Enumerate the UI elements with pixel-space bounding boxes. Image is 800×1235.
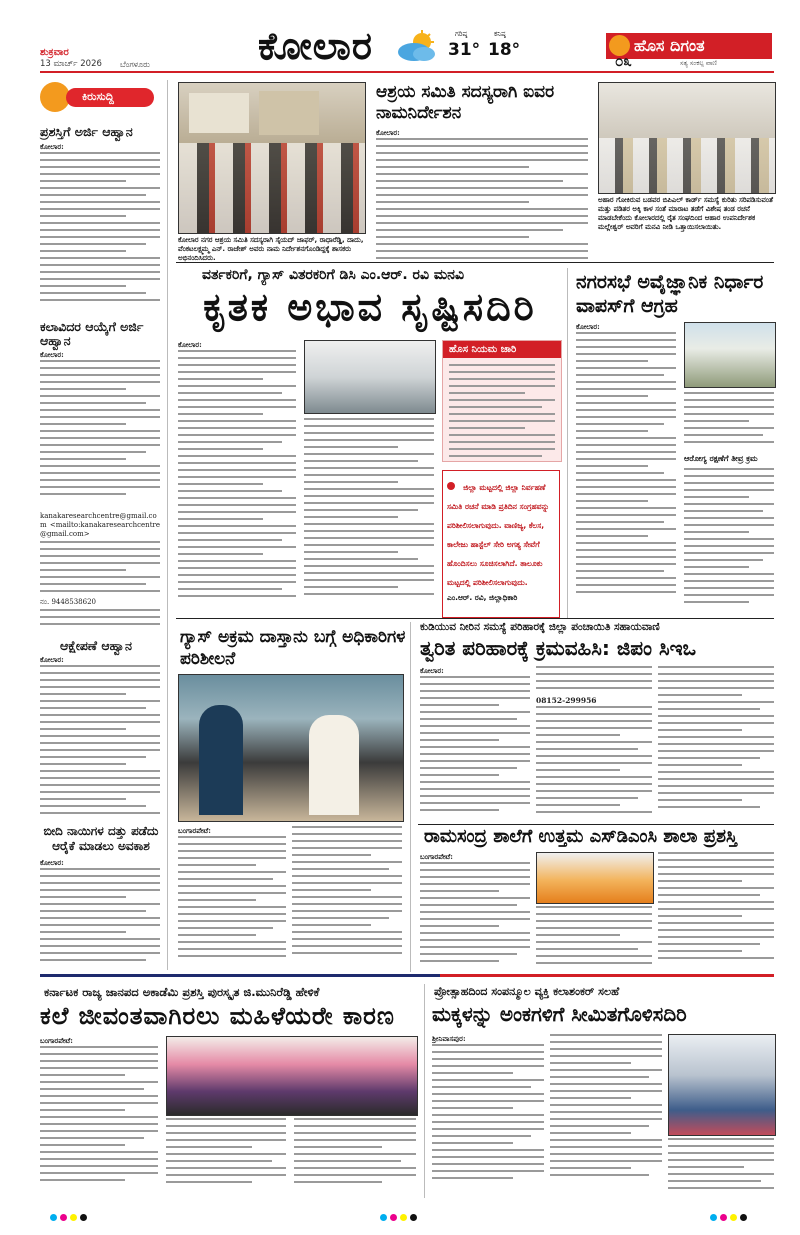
gas-meeting-photo	[304, 340, 436, 414]
water-body-col2	[536, 666, 652, 824]
brief-title-4: ಬೀದಿ ನಾಯಿಗಳ ದತ್ತು ಪಡೆದು ಆರೈಕೆ ಮಾಡಲು ಅವಕಾಶ	[43, 824, 159, 853]
row1-rule	[176, 262, 774, 263]
award-body-col2	[166, 1118, 286, 1198]
brief-dateline-2: ಕೋಲಾರ:	[40, 350, 64, 359]
children-body-col2	[550, 1034, 662, 1198]
water-helpline: 08152-299956	[536, 696, 597, 705]
brief-dateline-3: ಕೋಲಾರ:	[40, 655, 64, 664]
registration-marks-left	[50, 1214, 87, 1221]
water-body-col1	[420, 666, 530, 824]
gas-dateline: ಕೋಲಾರ:	[178, 340, 202, 349]
award-body-col3	[294, 1118, 416, 1198]
min-temp-label: ಕನಿಷ್ಠ	[494, 30, 506, 38]
school-body-col1	[420, 852, 530, 972]
brief-title-2: ಕಲಾವಿದರ ಆಯ್ಕೆಗೆ ಅರ್ಜಿ ಆಹ್ವಾನ	[40, 319, 144, 348]
gas-body-col1	[178, 340, 296, 612]
issue-date: 13 ಮಾರ್ಚ್ 2026	[40, 59, 102, 69]
masthead	[0, 0, 800, 70]
children-dateline: ಶ್ರೀನಿವಾಸಪುರ:	[432, 1034, 466, 1043]
section-divider	[40, 974, 774, 980]
gas-kicker: ವರ್ತಕರಿಗೆ, ಗ್ಯಾಸ್ ವಿತರಕರಿಗೆ ಡಿಸಿ ಎಂ.ಆರ್. ರವಿ ಮನವಿ	[202, 267, 464, 283]
water-body-col3	[658, 666, 774, 824]
water-dateline: ಕೋಲಾರ:	[420, 666, 444, 675]
brief-body-2	[40, 350, 160, 640]
brief-body-3	[40, 655, 160, 825]
dc-quote-box	[442, 470, 560, 618]
water-headline: ತ್ವರಿತ ಪರಿಹಾರಕ್ಕೆ ಕ್ರಮವಹಿಸಿ: ಜಿಪಂ ಸಿಇಒ	[420, 636, 697, 660]
gas-review-photo	[178, 674, 404, 822]
dc-quote: ಜಿಲ್ಲಾ ಮಟ್ಟದಲ್ಲಿ ಜಿಲ್ಲಾ ನಿರ್ವಹಣೆ ಸಮಿತಿ ರಚನೆ ಮಾಡಿ ಪ್ರತಿದಿನ ಸಂಗ್ರಹವನ್ನು ಪರಿಶೀಲಿಸಲಾಗುವುದು. ವಾಣಿಜ್ಯ, ಕೆಲಸ, ಕಾಲೇಜು ಹಾಸ್ಟೆಲ್ ಸೇರಿ ಅಗತ್ಯ ಸೇವೆಗೆ ಹೊಂದಿಸಲು ಸೂಚಿಸಲಾಗಿದೆ. ತಾಲೂಕು ಮಟ್ಟದಲ್ಲಿ ಪರಿಶೀಲಿಸಲಾಗುವುದು.	[447, 483, 550, 587]
ashraya-dateline: ಕೋಲಾರ:	[376, 128, 400, 137]
edition-name: ಕೋಲಾರ	[258, 24, 373, 68]
brief-title-1: ಪ್ರಶಸ್ತಿಗೆ ಅರ್ಜಿ ಆಹ್ವಾನ	[40, 124, 133, 139]
min-temp: 18°	[488, 40, 521, 60]
new-rule-box	[442, 340, 562, 462]
weekday: ಶುಕ್ರವಾರ	[40, 47, 69, 58]
nagarasabhe-subhead: ಆರೋಗ್ಯ ರಕ್ಷಣೆಗೆ ತೀವ್ರ ಕ್ರಮ	[684, 454, 758, 463]
dc-quote-attr: ಎಂ.ಆರ್. ರವಿ, ಜಿಲ್ಲಾಧಿಕಾರಿ	[447, 593, 518, 602]
brief-title-3: ಆಕ್ಷೇಪಣೆ ಆಹ್ವಾನ	[60, 638, 132, 653]
children-photo	[668, 1034, 776, 1136]
city: ಬೆಂಗಳೂರು	[120, 60, 150, 69]
brief-dateline-4: ಕೋಲಾರ:	[40, 858, 64, 867]
brief-dateline-1: ಕೋಲಾರ:	[40, 142, 64, 151]
brief-email[interactable]: kanakaresearchcentre@gmail.com <mailto:kanakaresearchcentre@gmail.com>	[40, 512, 160, 538]
gas-review-divider	[410, 622, 411, 972]
max-temp: 31°	[448, 40, 481, 60]
ration-caption: ಅಹಾರ ಗೋಕಿರುವ ಬಡವರ ಬಿಪಿಎಲ್ ಕಾರ್ಡ್ ಸಮಸ್ಯೆ ಕುರಿತು ಸರಿಪಡಿಸುವಂತೆ ಮತ್ತು ಪಡಿತರ ಅಕ್ಕಿ ಕಾಳ ಸಂತೆ ಮಾರಾಟ ತಡೆಗೆ ವಿಶೇಷ ತಂಡ ರಚನೆ ಮಾಡಬೇಕೆಂದು ಕೋಲಾರದಲ್ಲಿ ರೈತ ಸಂಘದಿಂದ ಆಹಾರ ಉಪನಿರ್ದೇಶಕ ಮಲ್ಲೇಶ್ವರ್‌ ಅವರಿಗೆ ಮನವಿ ನೀಡಿ ಒತ್ತಾಯಿಸಲಾಯಿತು.	[598, 196, 773, 231]
registration-marks-center	[380, 1214, 417, 1221]
gas-right-divider	[567, 268, 568, 618]
ashraya-body	[376, 128, 588, 268]
award-kicker: ಕರ್ನಾಟಕ ರಾಜ್ಯ ಜಾನಪದ ಅಕಾಡೆಮಿ ಪ್ರಶಸ್ತಿ ಪುರಸ್ಕೃತ ಜಿ.ಮುನಿರೆಡ್ಡಿ ಹೇಳಿಕೆ	[44, 985, 320, 999]
award-photo	[166, 1036, 418, 1116]
masthead-rule	[40, 71, 774, 73]
brief-body-1	[40, 142, 160, 312]
award-headline: ಕಲೆ ಜೀವಂತವಾಗಿರಲು ಮಹಿಳೆಯರೇ ಕಾರಣ	[40, 1002, 395, 1030]
nagarasabhe-body-col2	[684, 392, 774, 616]
children-body-col3	[668, 1138, 774, 1198]
award-dateline: ಬಂಗಾರಪೇಟೆ:	[40, 1036, 73, 1045]
school-body-col2	[536, 906, 652, 972]
water-school-rule	[418, 824, 774, 825]
new-rule-box-title: ಹೊಸ ನಿಯಮ ಜಾರಿ	[443, 341, 561, 358]
nagarasabhe-dateline: ಕೋಲಾರ:	[576, 322, 600, 331]
brief-body-4	[40, 858, 160, 968]
ashraya-caption: ಕೋಲಾರ ನಗರ ಆಶ್ರಯ ಸಮಿತಿ ಸದಸ್ಯರಾಗಿ ಸೈಯದ್ ಜಾಫರ್, ರಾಧಾರೆಡ್ಡಿ, ದಾದು, ವೆಂಕಟಲಕ್ಷ್ಮಮ್ಮ ಎನ್. ರಾಜೇಶ್ ಅವರು ನಾಮ ನಿರ್ದೇಶನಗೊಂಡಿದ್ದಕ್ಕೆ ಶಾಸಕರು ಅಭಿನಂದಿಸಿದರು.	[178, 236, 364, 262]
award-body-col1	[40, 1036, 158, 1196]
children-headline: ಮಕ್ಕಳನ್ನು ಅಂಕಗಳಿಗೆ ಸೀಮಿತಗೊಳಿಸದಿರಿ	[432, 1002, 687, 1026]
registration-marks-right	[710, 1214, 747, 1221]
quote-icon	[447, 482, 455, 490]
ration-photo	[598, 82, 776, 194]
brand-tagline: ಸತ್ಯ ಸಂಕಲ್ಪ ವಾಣಿ	[680, 59, 717, 67]
children-body-col1	[432, 1034, 544, 1198]
brand-name: ಹೊಸ ದಿಗಂತ	[634, 36, 705, 55]
gas-review-body-col1	[178, 826, 286, 972]
brief-phone: ನಂ. 9448538620	[40, 598, 96, 606]
weather-icon	[396, 30, 442, 64]
row2-rule	[176, 618, 774, 619]
water-kicker: ಕುಡಿಯುವ ನೀರಿನ ಸಮಸ್ಯೆ ಪರಿಹಾರಕ್ಕೆ ಜಿಲ್ಲಾ ಪಂಚಾಯಿತಿ ಸಹಾಯವಾಣಿ	[420, 621, 660, 633]
nagarasabhe-body-col1	[576, 322, 676, 616]
gas-review-dateline: ಬಂಗಾರಪೇಟೆ:	[178, 826, 211, 835]
ashraya-photo	[178, 82, 366, 234]
school-headline: ರಾಮಸಂದ್ರ ಶಾಲೆಗೆ ಉತ್ತಮ ಎಸ್‌ಡಿಎಂಸಿ ಶಾಲಾ ಪ್ರಶಸ್ತಿ	[424, 826, 738, 847]
bottom-divider	[424, 984, 425, 1198]
page-number: ೦೩	[615, 52, 632, 70]
left-column-divider	[167, 80, 168, 970]
gas-review-headline: ಗ್ಯಾಸ್ ಅಕ್ರಮ ದಾಸ್ತಾನು ಬಗ್ಗೆ ಅಧಿಕಾರಿಗಳ ಪರಿಶೀಲನೆ	[180, 627, 406, 669]
ashraya-headline: ಆಶ್ರಯ ಸಮಿತಿ ಸದಸ್ಯರಾಗಿ ಐವರ ನಾಮನಿರ್ದೇಶನ	[376, 82, 555, 123]
brief-badge	[40, 82, 156, 114]
school-photo	[536, 852, 654, 904]
children-kicker: ಪ್ರೋತ್ಸಾಹದಿಂದ ಸಂಪನ್ಮೂಲ ವ್ಯಕ್ತಿ ಕಲಾಶಂಕರ್ ಸಲಹೆ	[434, 985, 620, 998]
gas-review-body-col2	[292, 826, 402, 972]
max-temp-label: ಗರಿಷ್ಠ	[455, 30, 468, 38]
gas-headline: ಕೃತಕ ಅಭಾವ ಸೃಷ್ಟಿಸದಿರಿ	[203, 285, 537, 329]
gas-body-col2	[304, 418, 434, 614]
nagarasabhe-headline: ನಗರಸಭೆ ಅವೈಜ್ಞಾನಿಕ ನಿರ್ಧಾರ ವಾಪಸ್‌ಗೆ ಆಗ್ರಹ	[576, 271, 764, 317]
school-dateline: ಬಂಗಾರಪೇಟೆ:	[420, 852, 453, 861]
nagarasabhe-photo	[684, 322, 776, 388]
brief-label: ಕಿರುಸುದ್ದಿ	[82, 90, 114, 103]
school-body-col3	[658, 852, 774, 972]
